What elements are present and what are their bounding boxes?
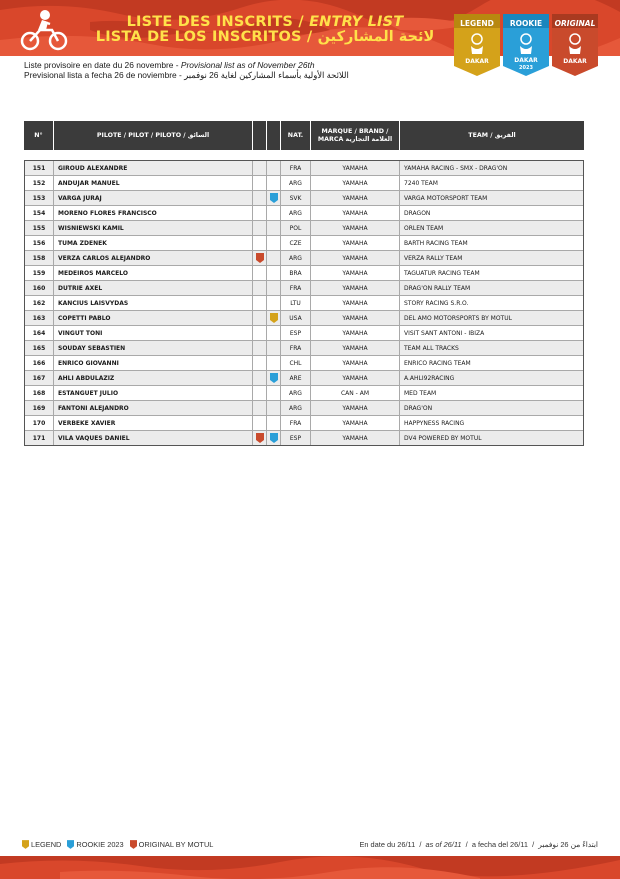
rookie-flag-icon — [270, 373, 278, 383]
flag-cell-2 — [267, 281, 281, 295]
date-ar: ابتداءً من 26 نوفمبر — [538, 840, 598, 849]
flag-cell-2 — [267, 161, 281, 175]
brand: YAMAHA — [311, 401, 400, 415]
pilot-name: VERBEKE XAVIER — [54, 416, 253, 430]
rookie-badge-label: ROOKIE — [509, 19, 543, 28]
brand: YAMAHA — [311, 371, 400, 385]
entry-number: 169 — [25, 401, 54, 415]
brand: YAMAHA — [311, 206, 400, 220]
pilot-name: SOUDAY SEBASTIEN — [54, 341, 253, 355]
nationality: FRA — [281, 161, 311, 175]
legend-item-label: ORIGINAL BY MOTUL — [138, 840, 214, 849]
flag-cell-2 — [267, 431, 281, 445]
pilot-name: ENRICO GIOVANNI — [54, 356, 253, 370]
brand: YAMAHA — [311, 161, 400, 175]
provisional-note-line1 — [24, 60, 315, 70]
flag-cell-2 — [267, 206, 281, 220]
original-flag-icon — [130, 840, 137, 849]
pilot-name: KANCIUS LAISVYDAS — [54, 296, 253, 310]
table-row — [25, 236, 583, 251]
flag-cell-1 — [253, 401, 267, 415]
flag-cell-1 — [253, 431, 267, 445]
flag-cell-1 — [253, 251, 267, 265]
brand: YAMAHA — [311, 326, 400, 340]
pilot-name: DUTRIE AXEL — [54, 281, 253, 295]
legend-key — [22, 840, 219, 849]
brand: YAMAHA — [311, 431, 400, 445]
legend-item-legend — [22, 840, 61, 849]
flag-cell-1 — [253, 296, 267, 310]
entry-number: 151 — [25, 161, 54, 175]
col-brand-header: MARQUE / BRAND / MARCA العلامة التجارية — [311, 121, 400, 150]
flag-cell-2 — [267, 296, 281, 310]
entry-number: 156 — [25, 236, 54, 250]
rookie-flag-icon — [67, 840, 74, 849]
table-row — [25, 206, 583, 221]
flag-cell-2 — [267, 191, 281, 205]
pilot-name: TUMA ZDENEK — [54, 236, 253, 250]
flag-cell-1 — [253, 386, 267, 400]
pilot-name: GIROUD ALEXANDRE — [54, 161, 253, 175]
legend-item-label: LEGEND — [31, 840, 62, 849]
entry-number: 155 — [25, 221, 54, 235]
team-name: VARGA MOTORSPORT TEAM — [404, 194, 488, 202]
table-row — [25, 311, 583, 326]
table-row — [25, 191, 583, 206]
provisional-note-en: Provisional list as of November 26th — [180, 60, 315, 70]
table-row — [25, 341, 583, 356]
team-name: ENRICO RACING TEAM — [404, 359, 471, 367]
flag-cell-2 — [267, 356, 281, 370]
nationality: POL — [281, 221, 311, 235]
entry-number: 166 — [25, 356, 54, 370]
title-french: LISTE DES INSCRITS / — [126, 14, 310, 30]
original-flag-icon — [256, 433, 264, 443]
brand: YAMAHA — [311, 221, 400, 235]
rookie-flag-icon — [270, 193, 278, 203]
provisional-note-fr: Liste provisoire en date du 26 novembre - — [24, 60, 181, 70]
team-name: DRAG'ON RALLY TEAM — [404, 284, 471, 292]
original-badge — [552, 14, 598, 76]
entry-number: 154 — [25, 206, 54, 220]
pilot-name: VINGUT TONI — [54, 326, 253, 340]
nationality: ARG — [281, 401, 311, 415]
footer-band — [0, 856, 620, 879]
team-name: 7240 TEAM — [404, 179, 438, 187]
table-row — [25, 371, 583, 386]
team-name: DV4 POWERED BY MOTUL — [404, 434, 482, 442]
svg-text:2023: 2023 — [519, 65, 533, 71]
pilot-name: MEDEIROS MARCELO — [54, 266, 253, 280]
flag-cell-1 — [253, 161, 267, 175]
pilot-name: ANDUJAR MANUEL — [54, 176, 253, 190]
pilot-name: VILA VAQUES DANIEL — [54, 431, 253, 445]
dakar-logo-icon — [563, 32, 587, 68]
entry-number: 165 — [25, 341, 54, 355]
brand: YAMAHA — [311, 356, 400, 370]
page-title-line1 — [0, 15, 530, 30]
pilot-name: ESTANGUET JULIO — [54, 386, 253, 400]
date-line: En date du 26/11 / as of 26/11 / a fecha del 26/11 / ابتداءً من 26 نوفمبر — [359, 840, 598, 849]
flag-cell-1 — [253, 266, 267, 280]
table-row — [25, 251, 583, 266]
brand: CAN - AM — [311, 386, 400, 400]
flag-cell-2 — [267, 251, 281, 265]
col-pilot-header: PILOTE / PILOT / PILOTO / السائق — [54, 121, 253, 150]
col-team-header: TEAM / الفريق — [468, 131, 516, 139]
nationality: SVK — [281, 191, 311, 205]
team-name: VISIT SANT ANTONI - IBIZA — [404, 329, 485, 337]
entry-number: 171 — [25, 431, 54, 445]
team-name: TAGUATUR RACING TEAM — [404, 269, 480, 277]
brand: YAMAHA — [311, 296, 400, 310]
flag-cell-1 — [253, 371, 267, 385]
date-es: a fecha del 26/11 — [471, 840, 528, 849]
entry-number: 152 — [25, 176, 54, 190]
flag-cell-2 — [267, 236, 281, 250]
entry-number: 167 — [25, 371, 54, 385]
flag-cell-2 — [267, 311, 281, 325]
flag-cell-1 — [253, 221, 267, 235]
table-header — [24, 121, 584, 150]
pilot-name: AHLI ABDULAZIZ — [54, 371, 253, 385]
table-row — [25, 296, 583, 311]
entry-number: 158 — [25, 251, 54, 265]
flag-cell-1 — [253, 191, 267, 205]
nationality: ESP — [281, 431, 311, 445]
table-row — [25, 221, 583, 236]
col-flag1-header — [253, 121, 267, 150]
table-row — [25, 326, 583, 341]
rookie-badge — [503, 14, 549, 76]
col-number-header: N° — [24, 121, 54, 150]
svg-text:DAKAR: DAKAR — [563, 58, 587, 65]
team-name: A.AHLI92RACING — [404, 374, 455, 382]
legend-badge-label: LEGEND — [460, 19, 494, 28]
table-row — [25, 386, 583, 401]
brand: YAMAHA — [311, 236, 400, 250]
title-english: ENTRY LIST — [309, 14, 404, 30]
entry-number: 170 — [25, 416, 54, 430]
nationality: LTU — [281, 296, 311, 310]
pilot-name: FANTONI ALEJANDRO — [54, 401, 253, 415]
date-fr: En date du 26/11 — [359, 840, 416, 849]
team-name: DEL AMO MOTORSPORTS BY MOTUL — [404, 314, 512, 322]
pilot-name: MORENO FLORES FRANCISCO — [54, 206, 253, 220]
brand: YAMAHA — [311, 341, 400, 355]
original-badge-label: ORIGINAL — [554, 19, 596, 28]
brand: YAMAHA — [311, 311, 400, 325]
team-name: HAPPYNESS RACING — [404, 419, 465, 427]
flag-cell-1 — [253, 281, 267, 295]
nationality: CZE — [281, 236, 311, 250]
nationality: ARE — [281, 371, 311, 385]
rookie-flag-icon — [270, 433, 278, 443]
table-row — [25, 266, 583, 281]
date-en: as of 26/11 — [425, 840, 462, 849]
legend-item-original — [130, 840, 214, 849]
brand: YAMAHA — [311, 266, 400, 280]
col-nat-header: NAT. — [281, 121, 311, 150]
table-row — [25, 176, 583, 191]
col-flag2-header — [267, 121, 281, 150]
nationality: FRA — [281, 281, 311, 295]
dakar-logo-icon — [514, 32, 538, 72]
legend-flag-icon — [270, 313, 278, 323]
pilot-name: VARGA JURAJ — [54, 191, 253, 205]
flag-cell-1 — [253, 236, 267, 250]
legend-flag-icon — [22, 840, 29, 849]
flag-cell-1 — [253, 311, 267, 325]
pilot-name: WISNIEWSKI KAMIL — [54, 221, 253, 235]
team-name: ORLEN TEAM — [404, 224, 444, 232]
table-row — [25, 416, 583, 431]
original-flag-icon — [256, 253, 264, 263]
entry-number: 163 — [25, 311, 54, 325]
flag-cell-1 — [253, 206, 267, 220]
nationality: BRA — [281, 266, 311, 280]
entry-number: 160 — [25, 281, 54, 295]
nationality: ESP — [281, 326, 311, 340]
table-row — [25, 161, 583, 176]
legend-item-rookie — [67, 840, 123, 849]
pilot-name: VERZA CARLOS ALEJANDRO — [54, 251, 253, 265]
nationality: USA — [281, 311, 311, 325]
dakar-logo-icon — [465, 32, 489, 68]
brand: YAMAHA — [311, 416, 400, 430]
flag-cell-1 — [253, 176, 267, 190]
nationality: ARG — [281, 251, 311, 265]
flag-cell-2 — [267, 326, 281, 340]
table-row — [25, 431, 583, 445]
flag-cell-1 — [253, 356, 267, 370]
table-row — [25, 401, 583, 416]
pilot-name: COPETTI PABLO — [54, 311, 253, 325]
brand: YAMAHA — [311, 281, 400, 295]
flag-cell-2 — [267, 266, 281, 280]
team-name: BARTH RACING TEAM — [404, 239, 468, 247]
team-name: MED TEAM — [404, 389, 437, 397]
table-row — [25, 356, 583, 371]
brand: YAMAHA — [311, 251, 400, 265]
flag-cell-2 — [267, 176, 281, 190]
page-title-line2: LISTA DE LOS INSCRITOS / لائحة المشاركين — [95, 29, 435, 45]
flag-cell-2 — [267, 371, 281, 385]
provisional-note-line2: Previsional lista a fecha 26 de noviembre - اللائحة الأولية بأسماء المشاركين لغاية 26 نوفمبر — [24, 70, 349, 80]
flag-cell-1 — [253, 326, 267, 340]
svg-text:DAKAR: DAKAR — [514, 57, 538, 64]
team-name: VERZA RALLY TEAM — [404, 254, 463, 262]
team-name: YAMAHA RACING - SMX - DRAG'ON — [404, 164, 508, 172]
team-name: DRAG'ON — [404, 404, 433, 412]
nationality: CHL — [281, 356, 311, 370]
svg-text:DAKAR: DAKAR — [465, 58, 489, 65]
brand: YAMAHA — [311, 191, 400, 205]
nationality: ARG — [281, 176, 311, 190]
camouflage-pattern — [0, 856, 620, 879]
team-name: TEAM ALL TRACKS — [404, 344, 459, 352]
nationality: ARG — [281, 386, 311, 400]
flag-cell-2 — [267, 221, 281, 235]
flag-cell-2 — [267, 416, 281, 430]
flag-cell-2 — [267, 401, 281, 415]
nationality: FRA — [281, 341, 311, 355]
flag-cell-2 — [267, 341, 281, 355]
table-row — [25, 281, 583, 296]
entry-table-body — [24, 160, 584, 446]
entry-number: 153 — [25, 191, 54, 205]
legend-item-label: ROOKIE 2023 — [76, 840, 124, 849]
nationality: ARG — [281, 206, 311, 220]
team-name: STORY RACING S.R.O. — [404, 299, 469, 307]
entry-number: 164 — [25, 326, 54, 340]
nationality: FRA — [281, 416, 311, 430]
flag-cell-1 — [253, 341, 267, 355]
flag-cell-2 — [267, 386, 281, 400]
brand: YAMAHA — [311, 176, 400, 190]
entry-number: 162 — [25, 296, 54, 310]
entry-number: 159 — [25, 266, 54, 280]
team-name: DRAGON — [404, 209, 431, 217]
flag-cell-1 — [253, 416, 267, 430]
entry-number: 168 — [25, 386, 54, 400]
legend-badge — [454, 14, 500, 76]
